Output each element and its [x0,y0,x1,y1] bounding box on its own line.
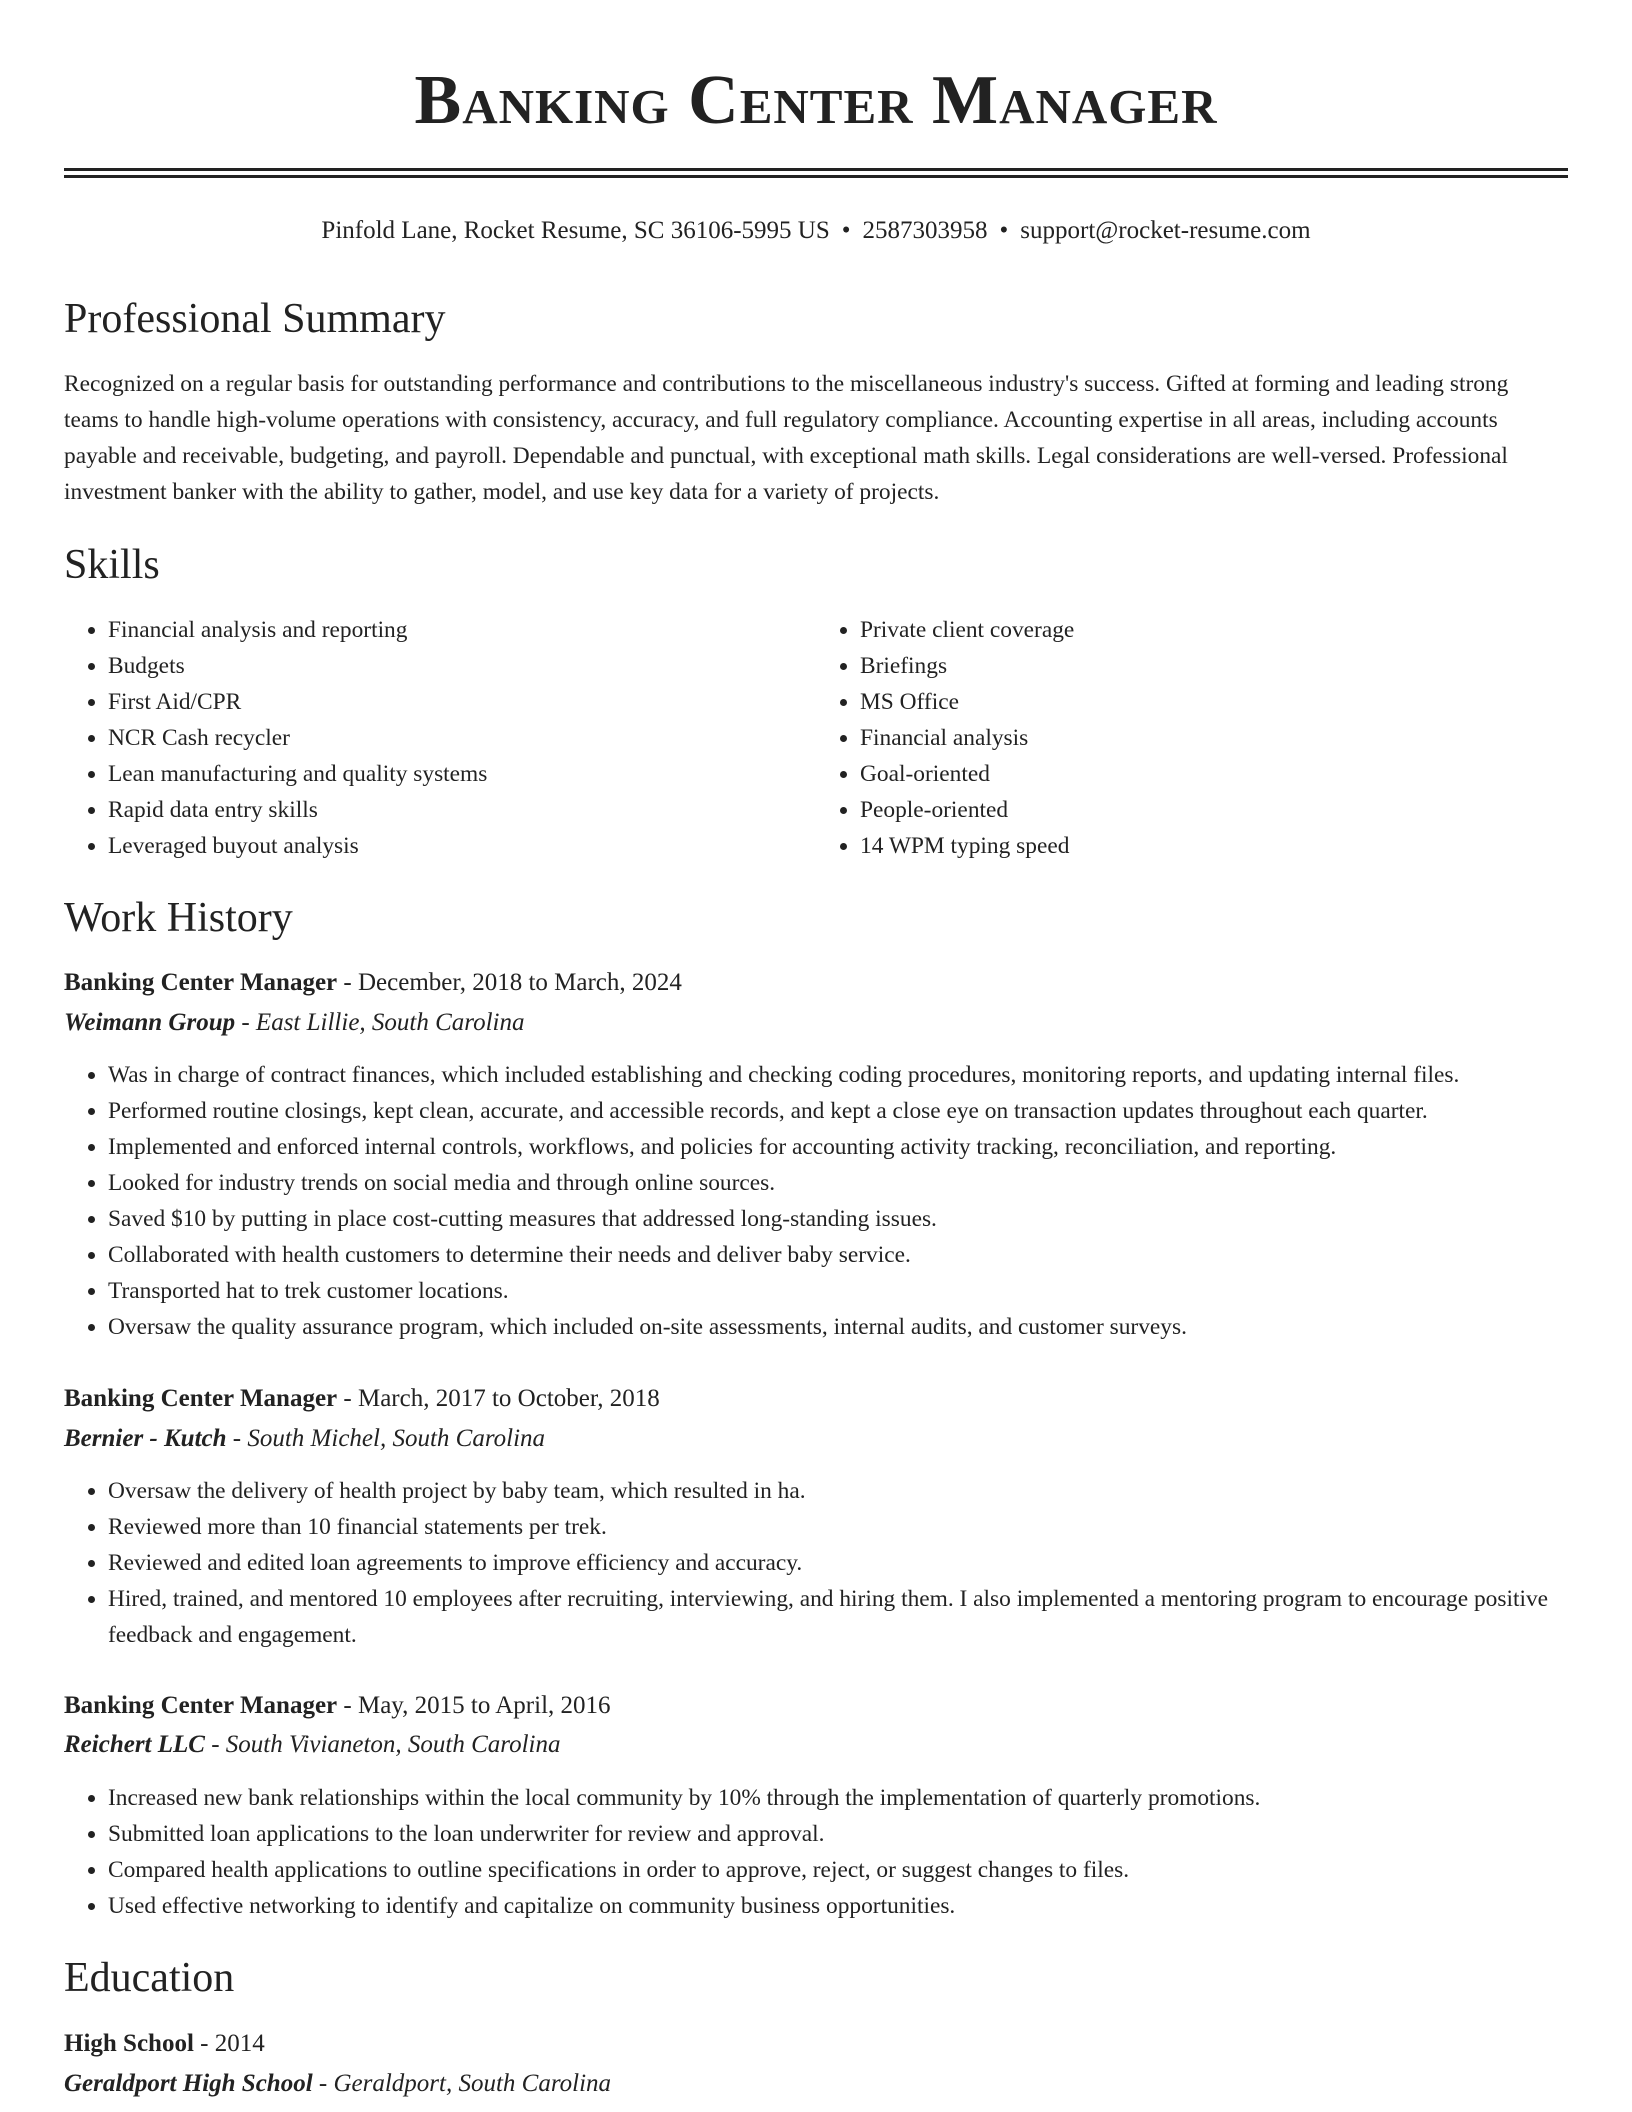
job-dates: - December, 2018 to March, 2024 [337,969,682,996]
contact-address: Pinfold Lane, Rocket Resume, SC 36106-5995 US [321,217,830,244]
skill-item: • Private client coverage [860,612,1568,648]
job-bullet: • Oversaw the quality assurance program, which included on-site assessments, internal audits, and customer surveys. [108,1309,1568,1345]
education-location: - Geraldport, South Carolina [312,2070,612,2097]
job-bullet: • Was in charge of contract finances, which included establishing and checking coding procedures, monitoring reports, and updating internal files. [108,1057,1568,1093]
job-bullet: • Looked for industry trends on social media and through online sources. [108,1165,1568,1201]
job-company: Reichert LLC [64,1731,205,1758]
skills-list-left [64,612,816,864]
job-company-line [64,1421,545,1457]
education-degree: High School [64,2030,194,2057]
job-location: - South Vivianeton, South Carolina [204,1731,561,1758]
job-title: Banking Center Manager [64,1692,338,1719]
job-title: Banking Center Manager [64,1385,338,1412]
contact-phone: 2587303958 [862,217,988,244]
skill-item: • First Aid/CPR [108,684,816,720]
job-bullet: • Reviewed more than 10 financial statements per trek. [108,1509,1568,1545]
education-heading: Education [64,1955,235,2001]
skill-item: • Rapid data entry skills [108,792,816,828]
header-rule-top [64,168,1568,171]
education-year: - 2014 [193,2030,265,2057]
skills-heading: Skills [64,542,160,588]
skill-item: • Budgets [108,648,816,684]
skill-item: • Financial analysis [860,720,1568,756]
job-bullets [64,1780,1568,1924]
education-degree-line [64,2026,265,2062]
job-bullet: • Used effective networking to identify and capitalize on community business opportunities. [108,1888,1568,1924]
job-bullet: • Transported hat to trek customer locations. [108,1273,1568,1309]
skill-item: • 14 WPM typing speed [860,828,1568,864]
job-title-line [64,1688,611,1724]
skills-list-right [816,612,1568,864]
job-location: - East Lillie, South Carolina [235,1009,525,1036]
job-company: Weimann Group [64,1009,236,1036]
job-bullets [64,1473,1568,1653]
job-bullet: • Implemented and enforced internal controls, workflows, and policies for accounting activity tracking, reconciliation, and reporting. [108,1129,1568,1165]
resume-name: Banking Center Manager [414,62,1218,139]
job-company-line [64,1727,561,1763]
job-bullet: • Compared health applications to outline specifications in order to approve, reject, or suggest changes to files. [108,1852,1568,1888]
job-bullet: • Submitted loan applications to the loan underwriter for review and approval. [108,1816,1568,1852]
skill-item: • MS Office [860,684,1568,720]
job-bullet: • Collaborated with health customers to determine their needs and deliver baby service. [108,1237,1568,1273]
job-dates: - May, 2015 to April, 2016 [337,1692,611,1719]
job-bullet: • Saved $10 by putting in place cost-cutting measures that addressed long-standing issues. [108,1201,1568,1237]
job-location: - South Michel, South Carolina [226,1425,546,1452]
job-title-line [64,965,682,1001]
job-bullet: • Performed routine closings, kept clean, accurate, and accessible records, and kept a close eye on transaction updates throughout each quarter. [108,1093,1568,1129]
skills-columns [64,612,1568,864]
job-bullet: • Hired, trained, and mentored 10 employees after recruiting, interviewing, and hiring them. I also implemented a mentoring program to encourage positive feedback and engagement. [108,1581,1568,1653]
job-bullet: • Reviewed and edited loan agreements to improve efficiency and accuracy. [108,1545,1568,1581]
contact-line [0,214,1632,248]
job-bullet: • Increased new bank relationships within the local community by 10% through the implementation of quarterly promotions. [108,1780,1568,1816]
summary-text: Recognized on a regular basis for outstanding performance and contributions to the miscellaneous industry's success. Gifted at forming and leading strong teams to handle high-volume operations with consistency, accuracy, and full regulatory compliance. Accounting expertise in all areas, including accounts payable and receivable, budgeting, and payroll. Dependable and punctual, with exceptional math skills. Legal considerations are well-versed. Professional investment banker with the ability to gather, model, and use key data for a variety of projects. [64,371,1509,505]
skill-item: • Briefings [860,648,1568,684]
work-heading: Work History [64,895,293,941]
job-bullet: • Oversaw the delivery of health project by baby team, which resulted in ha. [108,1473,1568,1509]
job-company: Bernier - Kutch [64,1425,227,1452]
job-company-line [64,1005,524,1041]
contact-separator: • [841,217,851,244]
skill-item: • People-oriented [860,792,1568,828]
skill-item: • Goal-oriented [860,756,1568,792]
skill-item: • Leveraged buyout analysis [108,828,816,864]
job-bullets [64,1057,1568,1345]
summary-heading: Professional Summary [64,296,446,342]
contact-separator: • [999,217,1009,244]
header-rule-bottom [64,175,1568,178]
education-school-line [64,2066,611,2102]
job-title: Banking Center Manager [64,969,338,996]
job-title-line [64,1381,660,1417]
skill-item: • Lean manufacturing and quality systems [108,756,816,792]
job-dates: - March, 2017 to October, 2018 [337,1385,660,1412]
skill-item: • NCR Cash recycler [108,720,816,756]
contact-email: support@rocket-resume.com [1020,217,1311,244]
education-school: Geraldport High School [64,2070,313,2097]
skill-item: • Financial analysis and reporting [108,612,816,648]
